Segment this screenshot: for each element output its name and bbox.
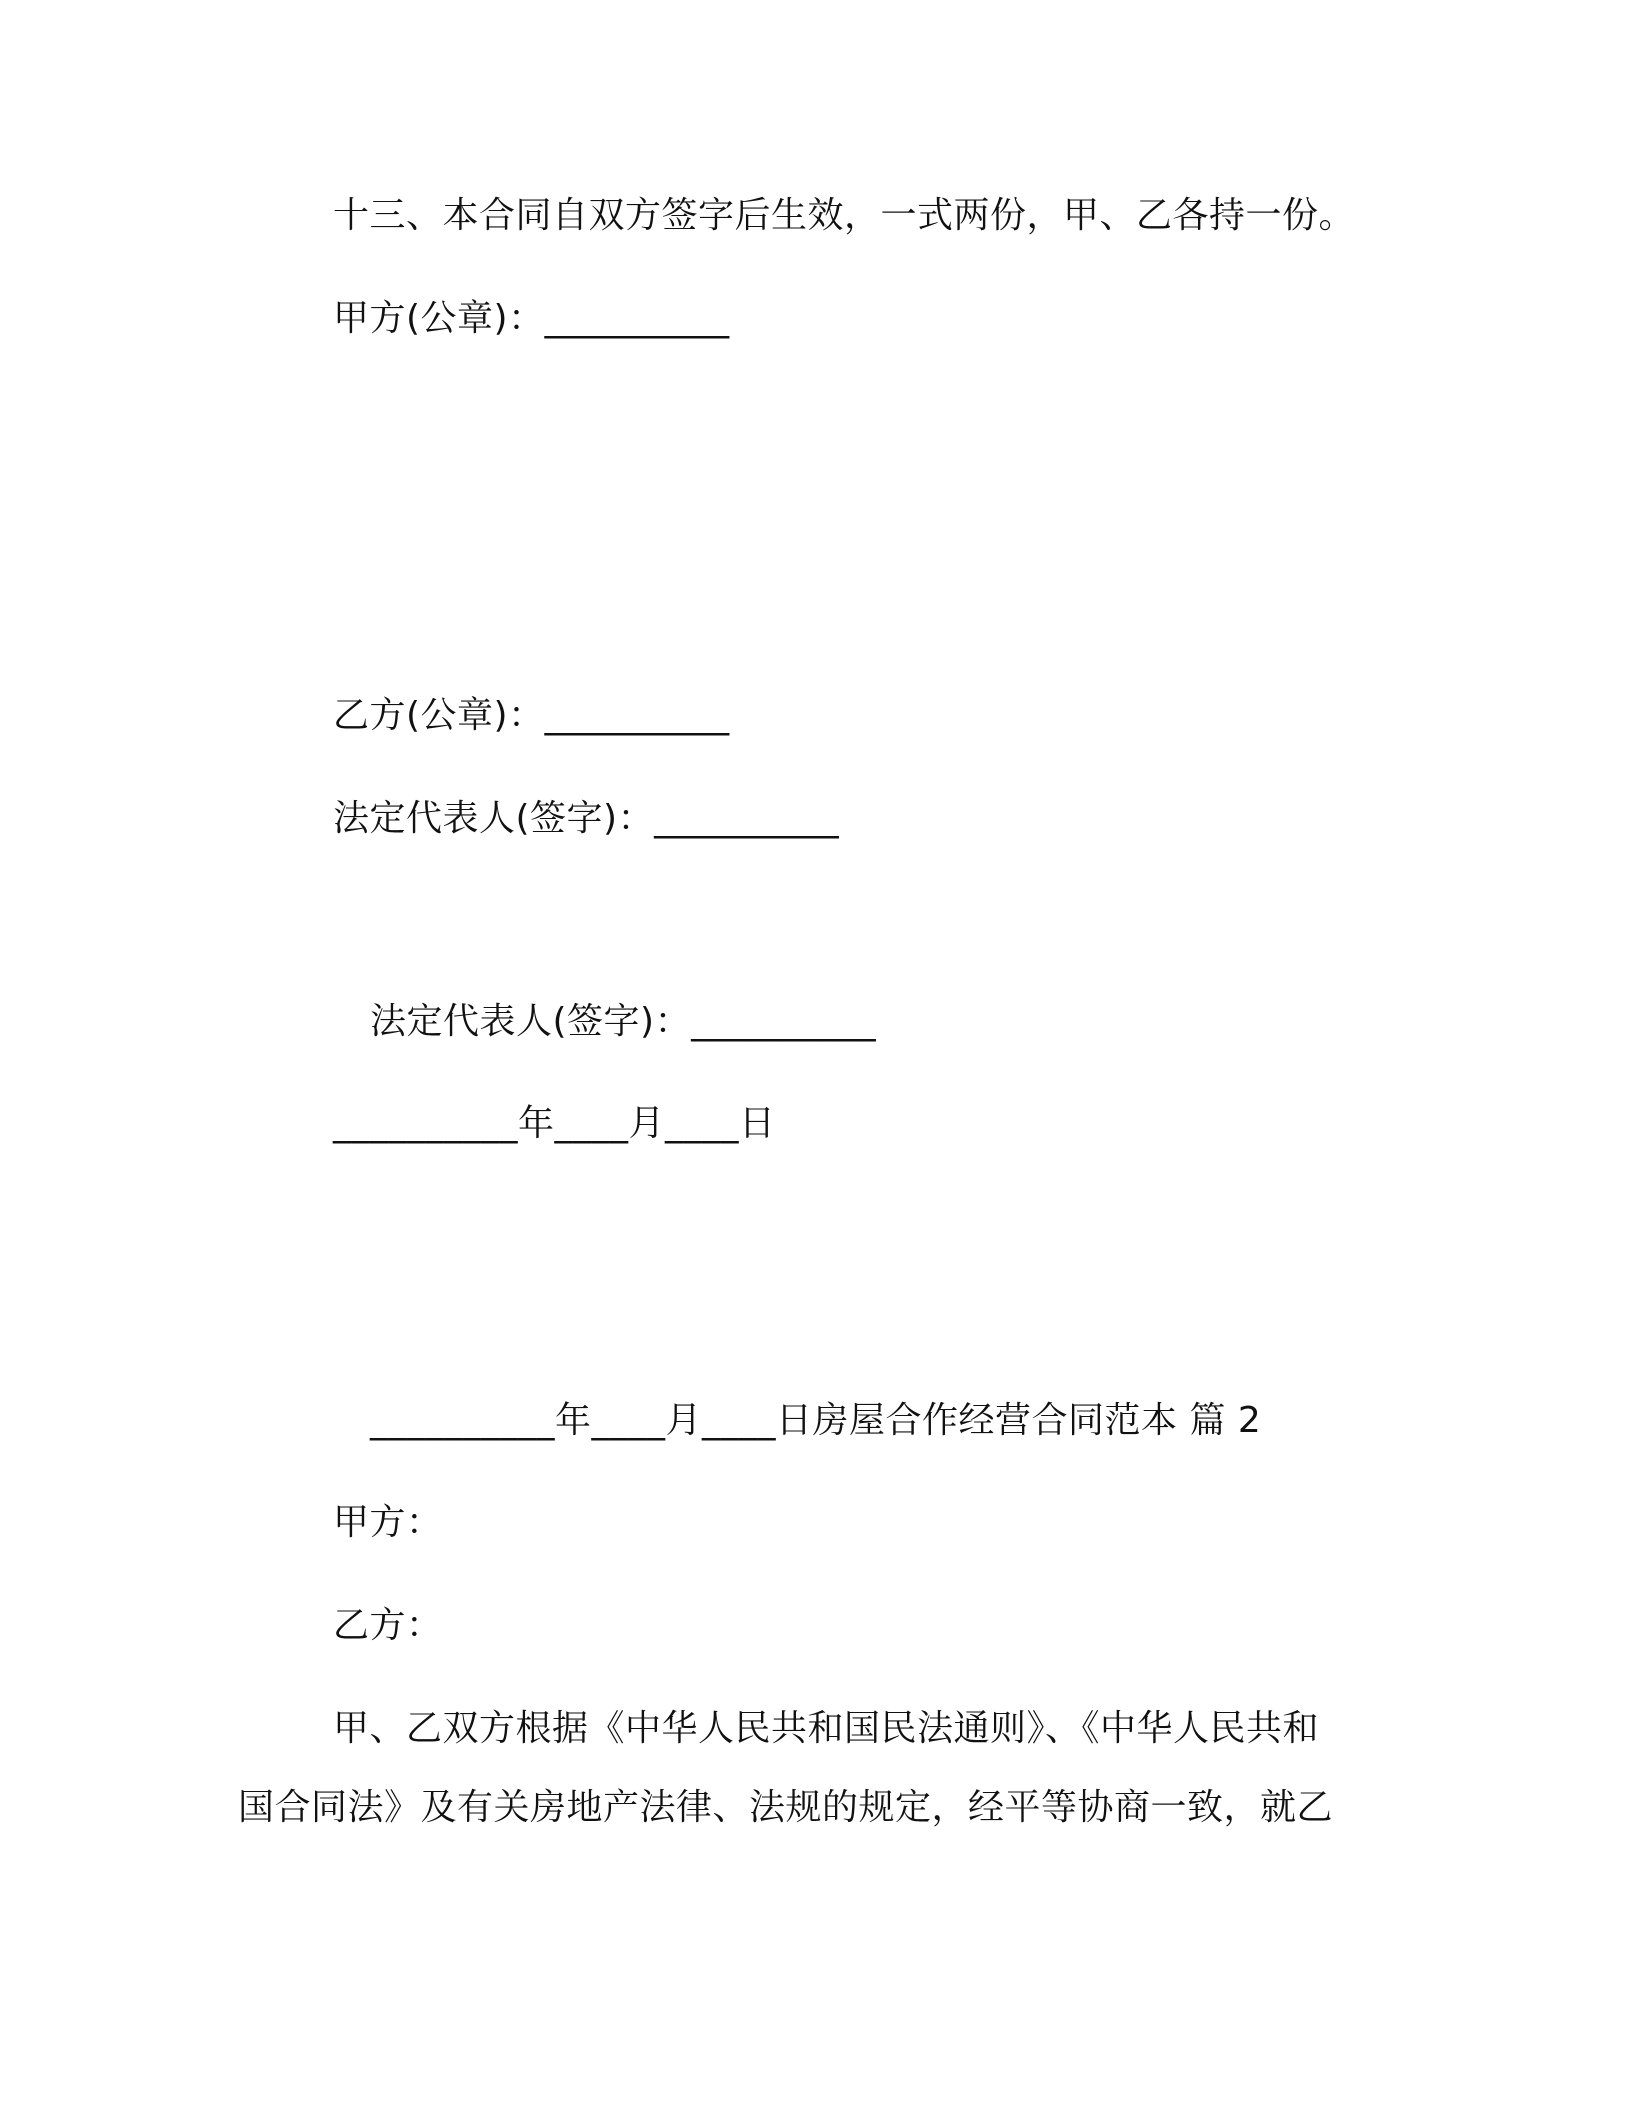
body-paragraph-line-1: 甲、乙双方根据《中华人民共和国民法通则》、《中华人民共和 [333, 1708, 1320, 1749]
legal-rep-signature-line-2: 法定代表人(签字)：__________ [370, 1001, 877, 1042]
party-b-seal-line: 乙方(公章)：__________ [333, 695, 730, 736]
body-paragraph-line-2: 国合同法》及有关房地产法律、法规的规定，经平等协商一致，就乙 [238, 1787, 1334, 1828]
clause-13: 十三、本合同自双方签字后生效，一式两份，甲、乙各持一份。 [333, 195, 1356, 236]
section-heading: __________年____月____日房屋合作经营合同范本 篇 2 [370, 1400, 1262, 1441]
legal-rep-signature-line: 法定代表人(签字)：__________ [333, 798, 840, 839]
party-a-seal-line: 甲方(公章)：__________ [333, 298, 730, 339]
party-b-label: 乙方： [333, 1605, 443, 1646]
date-line: __________年____月____日 [333, 1103, 776, 1144]
party-a-label: 甲方： [333, 1502, 443, 1543]
